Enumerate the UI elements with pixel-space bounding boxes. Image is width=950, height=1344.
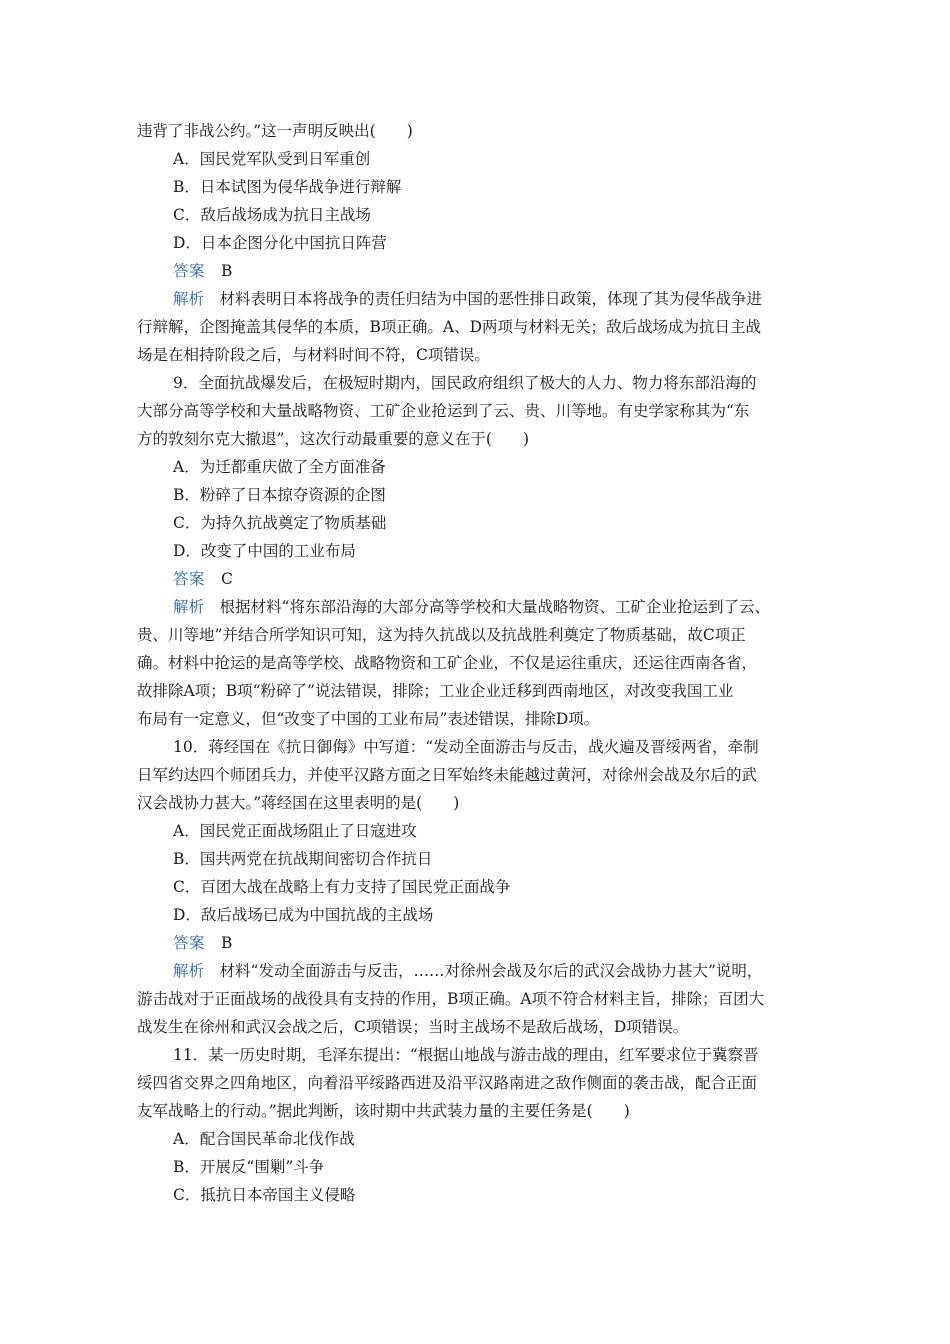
- q10-analysis-line: 游击战对于正面战场的战役具有支持的作用，B项正确。A项不符合材料主旨，排除；百团大: [137, 990, 765, 1008]
- q8-option-b: B．日本试图为侵华战争进行辩解: [173, 178, 402, 196]
- question-11-stem: 友军战略上的行动。”据此判断，该时期中共武装力量的主要任务是( ): [137, 1102, 630, 1120]
- question-10-stem: 汉会战协力甚大。”蒋经国在这里表明的是( ): [137, 794, 460, 812]
- q10-analysis-line: 战发生在徐州和武汉会战之后，C项错误；当时主战场不是敌后战场，D项错误。: [137, 1018, 689, 1036]
- q9-analysis-line: 确。材料中抢运的是高等学校、战略物资和工矿企业，不仅是运往重庆，还运往西南各省，: [137, 654, 758, 672]
- answer-label: 答案: [173, 570, 206, 588]
- q11-option-a: A．配合国民革命北伐作战: [173, 1130, 355, 1148]
- q8-answer: [173, 257, 817, 285]
- q10-option-c: C．百团大战在战略上有力支持了国民党正面战争: [173, 878, 511, 896]
- q10-option-b: B．国共两党在抗战期间密切合作抗日: [173, 850, 433, 868]
- q9-analysis-line: 故排除A项；B项“粉碎了”说法错误，排除；工业企业迁移到西南地区，对改变我国工业: [137, 682, 734, 700]
- q8-analysis-line: 场是在相持阶段之后，与材料时间不符，C项错误。: [137, 346, 490, 364]
- q11-option-c: C．抵抗日本帝国主义侵略: [173, 1186, 356, 1204]
- question-9-stem: 大部分高等学校和大量战略物资、工矿企业抢运到了云、贵、川等地。有史学家称其为“东: [137, 402, 750, 420]
- q8-analysis-line: 行辩解，企图掩盖其侵华的本质，B项正确。A、D两项与材料无关；敌后战场成为抗日主战: [137, 318, 762, 336]
- q9-option-b: B．粉碎了日本掠夺资源的企图: [173, 486, 386, 504]
- question-11-stem: 绥四省交界之四角地区，向着沿平绥路西进及沿平汉路南进之敌作侧面的袭击战，配合正面: [137, 1074, 758, 1092]
- question-9-stem: 9．全面抗战爆发后，在极短时期内，国民政府组织了极大的人力、物力将东部沿海的: [173, 374, 757, 392]
- question-8-stem-end: 违背了非战公约。”这一声明反映出( ): [137, 122, 413, 140]
- q10-option-a: A．国民党正面战场阻止了日寇进攻: [173, 822, 417, 840]
- q8-option-a: A．国民党军队受到日军重创: [173, 150, 371, 168]
- q8-option-d: D．日本企图分化中国抗日阵营: [173, 234, 387, 252]
- q8-analysis-line: 解析 材料表明日本将战争的责任归结为中国的恶性排日政策，体现了其为侵华战争进: [173, 290, 763, 308]
- answer-label: 答案: [173, 934, 206, 952]
- question-11-stem: 11．某一历史时期，毛泽东提出：“根据山地战与游击战的理由，红军要求位于冀察晋: [173, 1046, 759, 1064]
- q9-answer: [173, 565, 817, 593]
- question-10-stem: 日军约达四个师团兵力，并使平汉路方面之日军始终未能越过黄河，对徐州会战及尔后的武: [137, 766, 758, 784]
- q9-option-c: C．为持久抗战奠定了物质基础: [173, 514, 387, 532]
- answer-label: 答案: [173, 262, 206, 280]
- q11-option-b: B．开展反“围剿”斗争: [173, 1158, 325, 1176]
- q10-option-d: D．敌后战场已成为中国抗战的主战场: [173, 906, 434, 924]
- analysis-label: 解析: [173, 598, 205, 616]
- q10-analysis-line: 解析 材料“发动全面游击与反击，……对徐州会战及尔后的武汉会战协力甚大”说明，: [173, 962, 763, 980]
- answer-value: B: [221, 934, 233, 952]
- question-9-stem: 方的敦刻尔克大撤退”，这次行动最重要的意义在于( ): [137, 430, 530, 448]
- analysis-label: 解析: [173, 962, 205, 980]
- q8-option-c: C．敌后战场成为抗日主战场: [173, 206, 371, 224]
- q9-analysis-line: 布局有一定意义，但“改变了中国的工业布局”表述错误，排除D项。: [137, 710, 600, 728]
- answer-value: C: [221, 570, 234, 588]
- question-10-stem: 10．蒋经国在《抗日御侮》中写道：“发动全面游击与反击，战火遍及晋绥两省，牵制: [173, 738, 759, 756]
- answer-value: B: [221, 262, 233, 280]
- q9-option-a: A．为迁都重庆做了全方面准备: [173, 458, 386, 476]
- q9-analysis-line: 解析 根据材料“将东部沿海的大部分高等学校和大量战略物资、工矿企业抢运到了云、: [173, 598, 770, 616]
- q9-analysis-line: 贵、川等地”并结合所学知识可知，这为持久抗战以及抗战胜利奠定了物质基础，故C项正: [137, 626, 746, 644]
- analysis-label: 解析: [173, 290, 205, 308]
- q9-option-d: D．改变了中国的工业布局: [173, 542, 356, 560]
- q10-answer: [173, 929, 817, 957]
